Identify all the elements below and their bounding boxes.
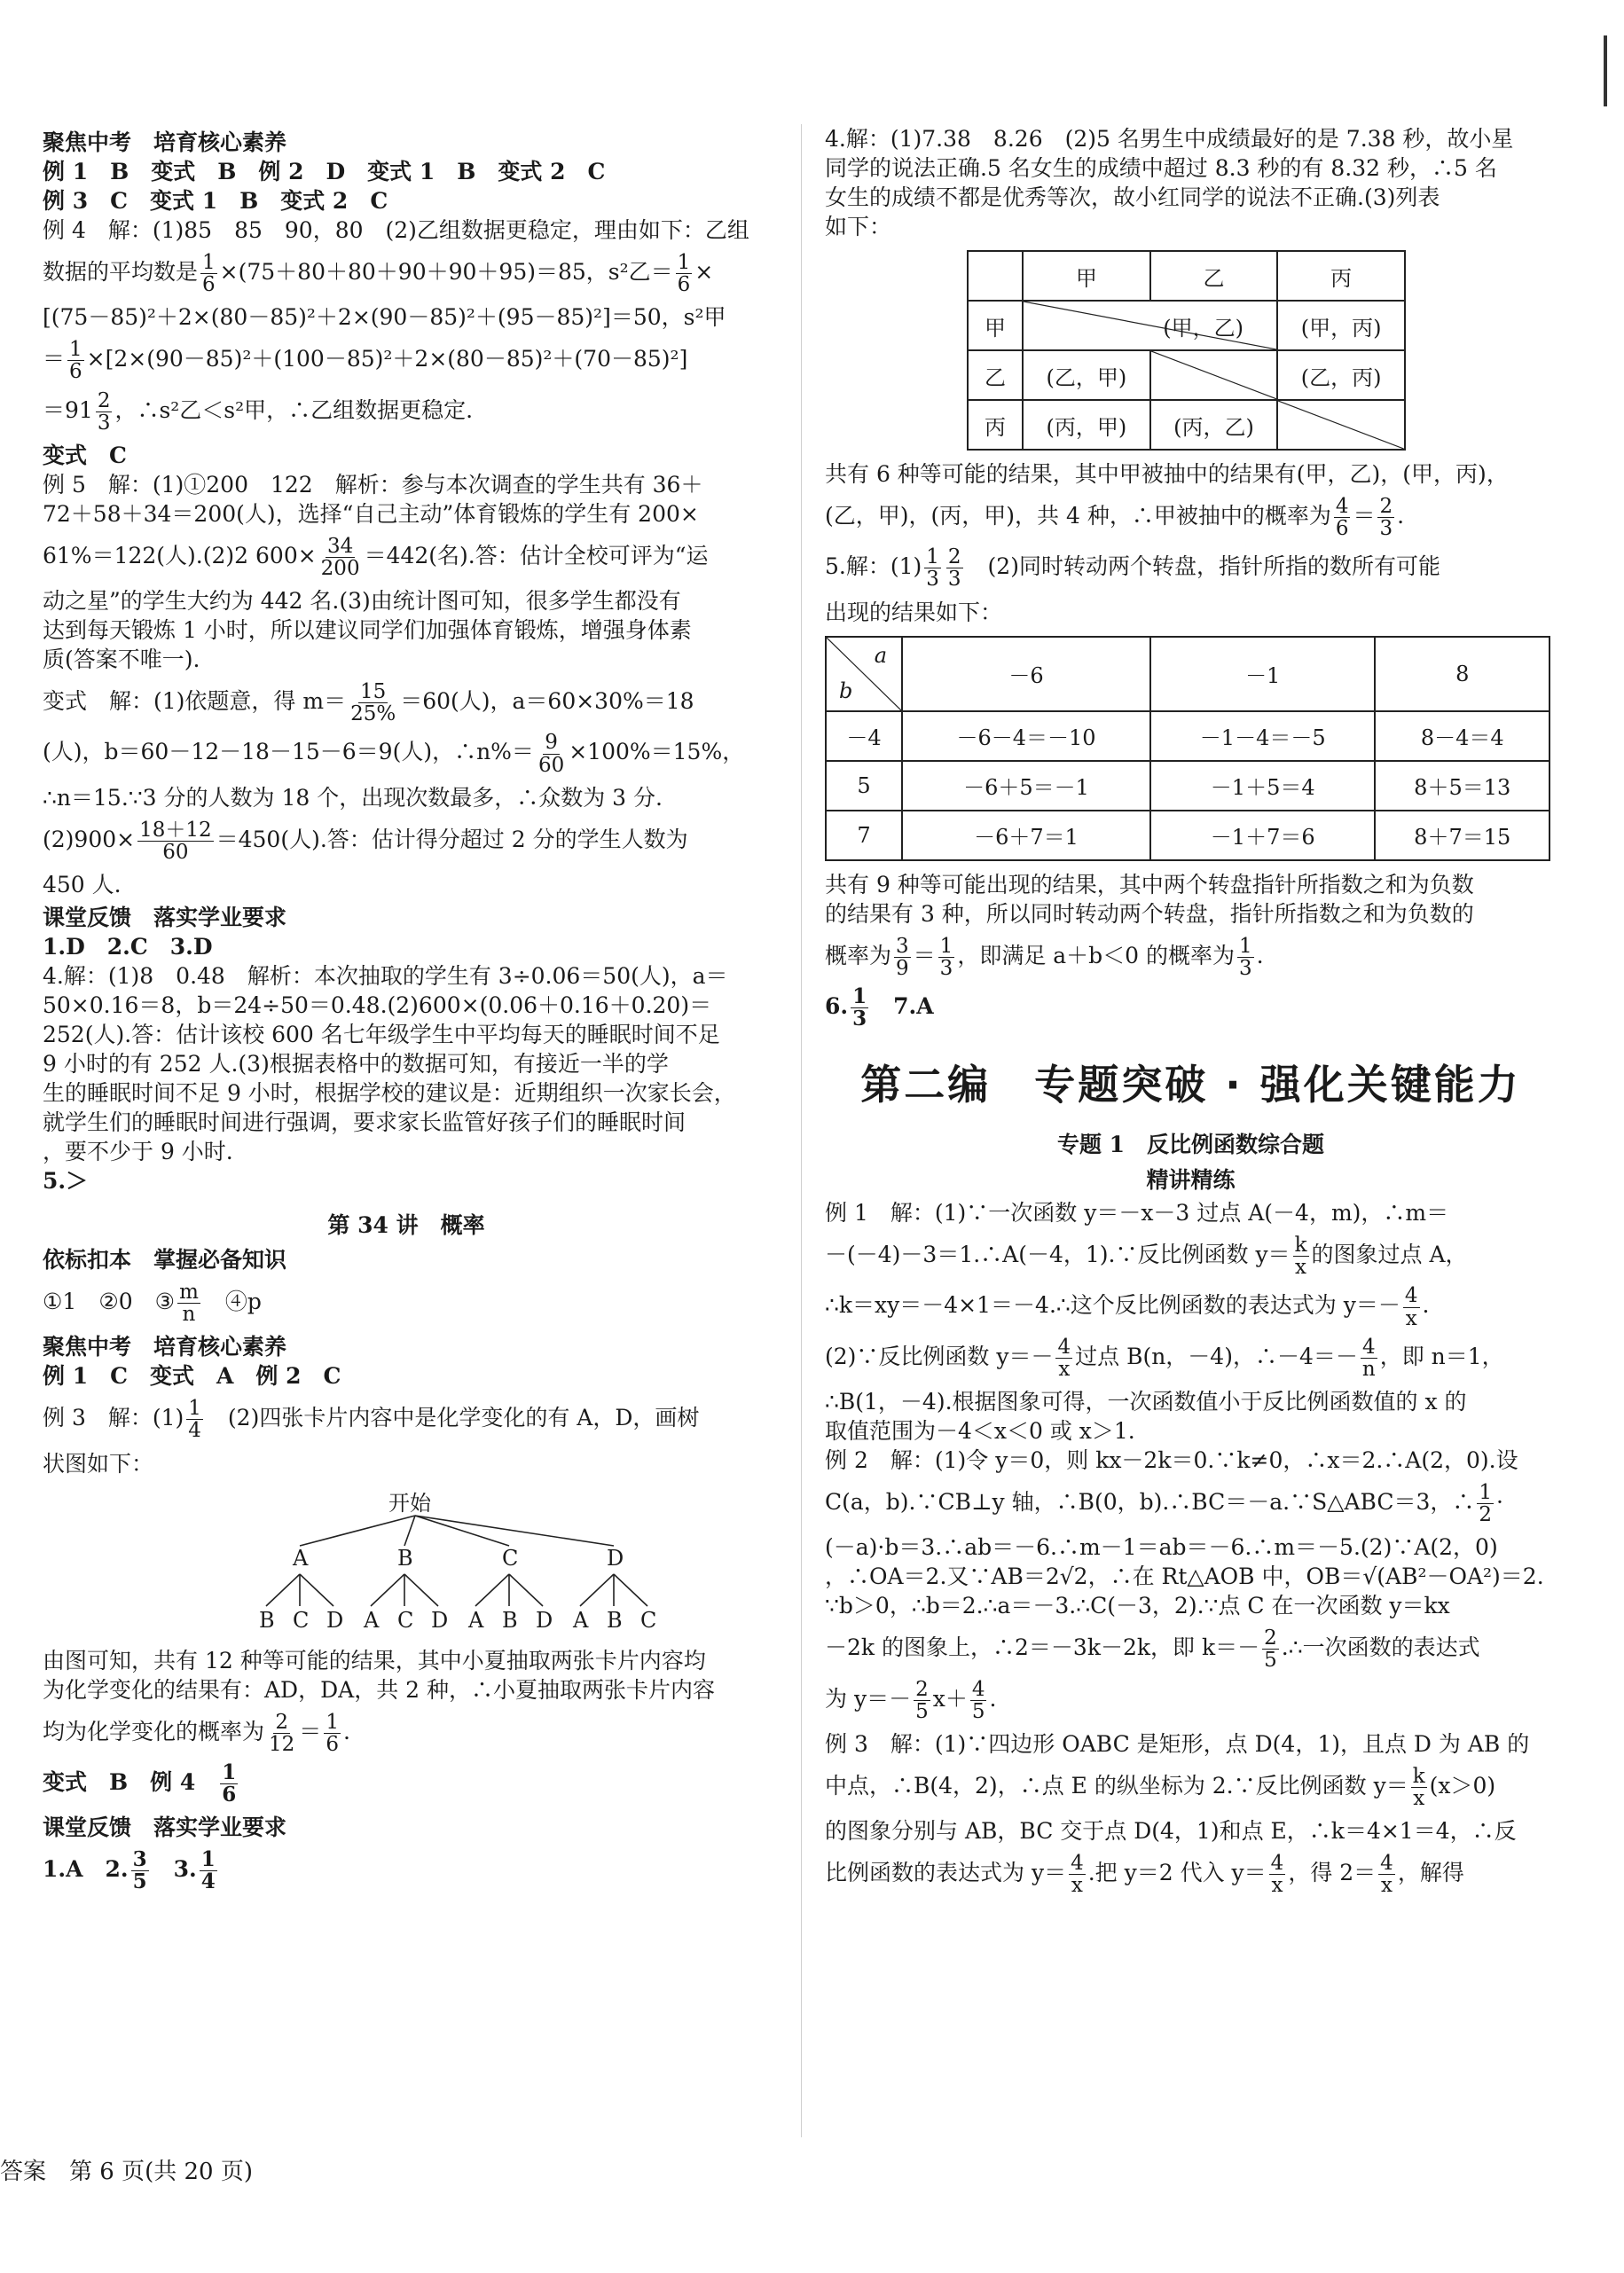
answer-line: －(－4)－3＝1.∴A(－4，1).∵反比例函数 y＝ $\frac{k}{x}$ 的图象过点 A， <box>825 1234 1468 1280</box>
fraction-denominator: 3 <box>852 1006 867 1031</box>
answer-line: 动之星”的学生大约为 442 名.(3)由统计图可知，很多学生都没有 <box>43 588 681 615</box>
tree-leaf: A <box>468 1607 484 1633</box>
answer-line: 50×0.16＝8，b＝24÷50＝0.48.(2)600×(0.06＋0.16＋0.20)＝ <box>43 991 712 1018</box>
answer-line: 例 1 B 变式 B 例 2 D 变式 1 B 变式 2 C <box>43 159 606 184</box>
fraction <box>1055 1336 1072 1380</box>
tree-leaf: B <box>259 1607 275 1633</box>
table-row-header: 乙 <box>968 350 1023 400</box>
table-cell: －6＋7＝1 <box>902 811 1150 860</box>
fraction-denominator: 3 <box>926 568 939 592</box>
fraction-numerator: 4 <box>1335 495 1349 518</box>
fraction-denominator: 6 <box>1335 517 1349 541</box>
tree-leaf: A <box>573 1607 589 1633</box>
fraction-numerator: 3 <box>896 934 909 958</box>
tree-branch <box>371 1574 404 1606</box>
fraction-numerator: 2 <box>1379 495 1393 518</box>
fraction-denominator: n <box>182 1303 196 1327</box>
answer-line: 为化学变化的结果有：AD，DA，共 2 种，∴小夏抽取两张卡片内容 <box>43 1676 715 1703</box>
fraction-numerator: 2 <box>947 545 961 569</box>
tree-leaf: D <box>536 1607 553 1633</box>
answer-line: 变式 C <box>43 442 127 468</box>
tree-leaf: C <box>397 1607 414 1633</box>
fraction-numerator: 4 <box>1270 1852 1284 1876</box>
fraction-denominator: 5 <box>971 1699 985 1723</box>
fraction-denominator: 3 <box>947 568 961 592</box>
fraction-numerator: 1 <box>200 1847 216 1872</box>
table-row-header: 5 <box>826 761 902 811</box>
answer-line: －2k 的图象上，∴2＝－3k－2k，即 k＝－ $\frac{2}{5}$ .∴一次函数的表达式 <box>825 1626 1480 1673</box>
fraction-numerator: 1 <box>326 1710 339 1734</box>
table-header: －1 <box>1150 637 1375 711</box>
table-cell: －1＋5＝4 <box>1150 761 1375 811</box>
answer-line: 概率为 $\frac{3}{9}$ ＝ $\frac{1}{3}$ ，即满足 a＋b＜0 的概率为 $\frac{1}{3}$ . <box>825 934 1264 980</box>
part-title: 第二编 专题突破 · 强化关键能力 <box>860 1061 1521 1109</box>
table-cell: (乙，甲) <box>1023 350 1150 400</box>
practice-title: 精讲精练 <box>1146 1167 1236 1194</box>
fraction <box>267 1712 296 1755</box>
fraction <box>1361 1336 1377 1380</box>
fraction <box>1378 1853 1395 1896</box>
answer-line: 为 y＝－ $\frac{2}{5}$ x＋ $\frac{4}{5}$ . <box>825 1677 997 1723</box>
topic-title: 专题 1 反比例函数综合题 <box>1056 1132 1325 1158</box>
fraction-denominator: 6 <box>326 1732 339 1756</box>
table-row-header: 7 <box>826 811 902 860</box>
answer-line: 5.解：(1) $\frac{1}{3}$ $\frac{2}{3}$ (2)同时转动两个转盘，指针所指的数所有可能 <box>825 545 1440 592</box>
fraction <box>537 732 566 775</box>
table-cell: 8＋5＝13 <box>1375 761 1549 811</box>
fraction-numerator: 4 <box>1361 1335 1376 1359</box>
answer-line: 共有 6 种等可能的结果，其中甲被抽中的结果有(甲，乙)，(甲，丙)， <box>825 461 1509 487</box>
fraction <box>220 1762 238 1806</box>
fraction <box>200 252 217 295</box>
tree-leaf: C <box>293 1607 310 1633</box>
tree-branch <box>614 1574 647 1606</box>
answer-line: 共有 9 种等可能出现的结果，其中两个转盘指针所指数之和为负数 <box>825 871 1474 897</box>
answer-line: 由图可知，共有 12 种等可能的结果，其中小夏抽取两张卡片内容均 <box>43 1647 706 1673</box>
tree-leaf: B <box>502 1607 518 1633</box>
fraction-denominator: 60 <box>537 753 565 777</box>
answer-line: 4.解：(1)7.38 8.26 (2)5 名男生中成绩最好的是 7.38 秒，故小星 <box>825 126 1514 152</box>
table-cell: (丙，甲) <box>1023 400 1150 450</box>
fraction-numerator: 4 <box>1071 1852 1084 1876</box>
fraction-numerator: k <box>1412 1764 1425 1788</box>
answer-line: 1.A 2. $\frac{3}{5}$ 3. $\frac{1}{4}$ <box>43 1847 216 1894</box>
fraction-denominator: 3 <box>97 411 111 435</box>
section-heading: 课堂反馈 落实学业要求 <box>43 1814 287 1841</box>
answer-line: ∵b＞0，∴b＝2.∴a＝－3.∴C(－3，2).∵点 C 在一次函数 y＝kx <box>825 1593 1450 1619</box>
fraction-numerator: 18＋12 <box>139 818 212 842</box>
fraction <box>1411 1766 1427 1809</box>
answer-line: 状图如下： <box>43 1450 154 1477</box>
answer-line: ＝91 $\frac{2}{3}$ ，∴s²乙＜s²甲，∴乙组数据更稳定. <box>43 388 474 435</box>
fraction <box>1403 1285 1420 1329</box>
answer-line: 数据的平均数是 $\frac{1}{6}$ ×(75＋80＋80＋90＋90＋95)＝85，s²乙＝ $\frac{1}{6}$ × <box>43 251 714 297</box>
answer-line: 例 4 解：(1)85 85 90，80 (2)乙组数据更稳定，理由如下：乙组 <box>43 217 749 243</box>
fraction <box>1237 936 1254 979</box>
tree-branch <box>580 1574 614 1606</box>
fraction-denominator: 3 <box>939 956 953 980</box>
tree-leaf: B <box>607 1607 623 1633</box>
outcome-table-1 <box>967 250 1406 451</box>
fraction <box>1269 1853 1286 1896</box>
answer-line: 9 小时的有 252 人.(3)根据表格中的数据可知，有接近一半的学 <box>43 1050 669 1077</box>
tree-branch <box>266 1574 300 1606</box>
table-header: 8 <box>1375 637 1549 711</box>
fraction-numerator: m <box>179 1280 199 1304</box>
fraction <box>938 936 955 979</box>
fraction-denominator: 3 <box>1239 956 1252 980</box>
fraction-denominator: x <box>1271 1874 1283 1898</box>
fraction <box>924 546 941 590</box>
fraction-numerator: 2 <box>1264 1626 1277 1650</box>
table-header: －6 <box>902 637 1150 711</box>
fraction-denominator: x <box>1071 1874 1083 1898</box>
tree-node: D <box>607 1545 624 1571</box>
table-header: 乙 <box>1150 251 1278 301</box>
fraction-denominator: x <box>1295 1256 1307 1280</box>
answer-line: 例 5 解：(1)①200 122 解析：参与本次调查的学生共有 36＋ <box>43 471 703 498</box>
tree-branch <box>300 1574 333 1606</box>
fraction-numerator: 1 <box>1239 934 1252 958</box>
fraction <box>1293 1234 1309 1278</box>
answer-line: 的图象分别与 AB，BC 交于点 D(4，1)和点 E，∴k＝4×1＝4，∴反 <box>825 1818 1517 1845</box>
fraction <box>970 1679 987 1722</box>
answer-line: 变式 解：(1)依题意，得 m＝ $\frac{15}{25\%}$ ＝60(人)，a＝60×30%＝18 <box>43 680 694 726</box>
fraction <box>67 339 84 382</box>
tree-leaf: A <box>364 1607 380 1633</box>
fraction-numerator: 2 <box>97 388 111 412</box>
answer-line: 的结果有 3 种，所以同时转动两个转盘，指针所指数之和为负数的 <box>825 900 1474 927</box>
answer-line: 例 1 C 变式 A 例 2 C <box>43 1363 341 1390</box>
answer-line: 450 人. <box>43 871 122 897</box>
table-corner <box>968 251 1023 301</box>
fraction-numerator: 1 <box>926 545 939 569</box>
diagonal-cell <box>1277 400 1405 450</box>
fraction-denominator: 12 <box>269 1732 295 1756</box>
table-row-header: －4 <box>826 711 902 761</box>
fraction-numerator: 4 <box>1057 1335 1071 1359</box>
corner-label-a: a <box>874 642 887 668</box>
answer-line: 出现的结果如下： <box>825 599 1003 625</box>
fraction-denominator: 4 <box>188 1419 201 1443</box>
answer-line: ∴k＝xy＝－4×1＝－4.∴这个反比例函数的表达式为 y＝－ $\frac{4}{x}$ . <box>825 1284 1430 1330</box>
answer-line: ，要不少于 9 小时. <box>43 1138 233 1164</box>
table-cell: (丙，乙) <box>1150 400 1278 450</box>
answer-line: 72＋58＋34＝200(人)，选择“自己主动”体育锻炼的学生有 200× <box>43 500 699 527</box>
fraction <box>1262 1627 1279 1671</box>
fraction-denominator: x <box>1413 1786 1425 1810</box>
fraction-denominator: 6 <box>69 360 82 384</box>
fraction-numerator: 3 <box>132 1847 147 1872</box>
section-heading: 聚焦中考 培育核心素养 <box>43 1334 287 1360</box>
fraction <box>96 390 113 434</box>
tree-node: B <box>397 1545 413 1571</box>
corner-label-b: b <box>839 678 853 703</box>
column-divider <box>801 124 802 2137</box>
table-cell: (甲，丙) <box>1277 301 1405 350</box>
tree-branch <box>404 1516 415 1546</box>
table-cell: (乙，丙) <box>1277 350 1405 400</box>
answer-line: ＝ $\frac{1}{6}$ ×[2×(90－85)²＋(100－85)²＋2×(80－85)²＋(70－85)²] <box>43 338 688 384</box>
right-column <box>825 124 1557 1903</box>
tree-branch <box>404 1574 438 1606</box>
fraction-denominator: 9 <box>896 956 909 980</box>
tree-node: A <box>293 1545 309 1571</box>
fraction-numerator: 4 <box>1380 1852 1393 1876</box>
fraction <box>946 546 963 590</box>
table-corner <box>826 637 902 711</box>
answer-line: 变式 B 例 4 $\frac{1}{6}$ <box>43 1760 237 1807</box>
fraction <box>349 681 397 725</box>
answer-line: 5.＞ <box>43 1167 89 1194</box>
answer-line: 女生的成绩不都是优秀等次，故小红同学的说法不正确.(3)列表 <box>825 184 1440 210</box>
fraction-numerator: 9 <box>545 731 558 755</box>
fraction-denominator: x <box>1381 1874 1393 1898</box>
answer-line: ①1 ②0 ③ $\frac{m}{n}$ ④p <box>43 1280 262 1327</box>
answer-line: (乙，甲)，(丙，甲)，共 4 种，∴甲被抽中的概率为 $\frac{4}{6}$ ＝ $\frac{2}{3}$ . <box>825 495 1405 541</box>
answer-line: 均为化学变化的概率为 $\frac{2}{12}$ ＝ $\frac{1}{6}$ . <box>43 1710 350 1756</box>
diagonal-cell <box>1150 350 1278 400</box>
fraction <box>131 1849 149 1893</box>
fraction-numerator: 1 <box>69 338 82 362</box>
tree-branch <box>415 1516 614 1546</box>
answer-line: ∴B(1，－4).根据图象可得，一次函数值小于反比例函数值的 x 的 <box>825 1388 1467 1415</box>
tree-leaf: D <box>326 1607 344 1633</box>
tree-branch <box>509 1574 543 1606</box>
fraction-numerator: 2 <box>915 1677 929 1701</box>
answer-line: 例 3 C 变式 1 B 变式 2 C <box>43 188 388 214</box>
fraction-denominator: 6 <box>677 273 691 297</box>
answer-line: 生的睡眠时间不足 9 小时，根据学校的建议是：近期组织一次家长会， <box>43 1079 736 1106</box>
fraction-denominator: 200 <box>320 556 360 580</box>
fraction-numerator: 1 <box>188 1397 201 1421</box>
answer-line: 4.解：(1)8 0.48 解析：本次抽取的学生有 3÷0.06＝50(人)，a＝ <box>43 962 728 989</box>
section-heading: 依标扣本 掌握必备知识 <box>43 1246 287 1273</box>
diagonal-cell <box>1023 301 1277 350</box>
tree-leaf: C <box>640 1607 657 1633</box>
fraction-denominator: x <box>1058 1357 1071 1381</box>
table-cell: (甲，乙) <box>1163 315 1244 341</box>
tree-branch <box>415 1516 509 1546</box>
answer-line: 就学生们的睡眠时间进行强调，要求家长监管好孩子们的睡眠时间 <box>43 1109 686 1135</box>
answer-line: 比例函数的表达式为 y＝ $\frac{4}{x}$ .把 y＝2 代入 y＝ $\frac{4}{x}$ ，得 2＝ $\frac{4}{x}$ ，解得 <box>825 1852 1464 1898</box>
table-header: 丙 <box>1277 251 1405 301</box>
answer-line: 例 3 解：(1) $\frac{1}{4}$ (2)四张卡片内容中是化学变化的有 A，D，画树 <box>43 1397 700 1443</box>
fraction-denominator: 3 <box>1379 517 1393 541</box>
table-cell: －6－4＝－10 <box>902 711 1150 761</box>
fraction <box>1477 1482 1494 1525</box>
answer-line: ，∴OA＝2.又∵AB＝2√2，∴在 Rt△AOB 中，OB＝√(AB²－OA²)＝2. <box>825 1564 1544 1590</box>
table-cell: －1－4＝－5 <box>1150 711 1375 761</box>
tree-branch <box>300 1516 415 1546</box>
fraction-numerator: 4 <box>971 1677 985 1701</box>
answer-line: 61%＝122(人).(2)2 600× $\frac{34}{200}$ ＝442(名).答：估计全校可评为“运 <box>43 534 709 580</box>
fraction-denominator: 6 <box>202 273 216 297</box>
fraction-denominator: 5 <box>132 1869 147 1894</box>
fraction-numerator: 34 <box>326 534 354 558</box>
fraction-denominator: n <box>1361 1357 1376 1381</box>
answer-line: 如下： <box>825 214 892 239</box>
fraction-denominator: 60 <box>162 840 189 864</box>
tree-node: C <box>502 1545 519 1571</box>
fraction-denominator: 5 <box>1264 1649 1277 1673</box>
table-row-header: 丙 <box>968 400 1023 450</box>
fraction <box>894 936 911 979</box>
fraction-numerator: 1 <box>677 251 691 274</box>
answer-line: (－a)·b＝3.∴ab＝－6.∴m－1＝ab＝－6.∴m＝－5.(2)∵A(2，0) <box>825 1534 1498 1561</box>
answer-line: (2)∵反比例函数 y＝－ $\frac{4}{x}$ 过点 B(n，－4)，∴－4＝－ $\frac{4}{n}$ ，即 n＝1， <box>825 1335 1504 1381</box>
fraction-numerator: 1 <box>1479 1480 1493 1504</box>
fraction <box>186 1398 203 1441</box>
answer-line: (人)，b＝60－12－18－15－6＝9(人)，∴n%＝ $\frac{9}{60}$ ×100%＝15%， <box>43 731 745 777</box>
fraction-numerator: 2 <box>275 1710 288 1734</box>
tree-branch <box>475 1574 509 1606</box>
answer-line: [(75－85)²＋2×(80－85)²＋2×(90－85)²＋(95－85)²]＝50，s²甲 <box>43 304 726 331</box>
fraction <box>1069 1853 1086 1896</box>
table-header: 甲 <box>1023 251 1150 301</box>
answer-line: 取值范围为－4＜x＜0 或 x＞1. <box>825 1417 1135 1444</box>
answer-line: 同学的说法正确.5 名女生的成绩中超过 8.3 秒的有 8.32 秒，∴5 名 <box>825 155 1497 181</box>
answer-line: 1.D 2.C 3.D <box>43 933 213 960</box>
fraction-numerator: 1 <box>939 934 953 958</box>
fraction <box>137 819 214 863</box>
page-edge-mark <box>1604 35 1607 106</box>
fraction-denominator: 4 <box>200 1869 216 1894</box>
fraction-numerator: 1 <box>222 1760 237 1784</box>
section-heading: 聚焦中考 培育核心素养 <box>43 129 287 155</box>
fraction-denominator: x <box>1405 1306 1417 1330</box>
answer-line: 例 1 解：(1)∵一次函数 y＝－x－3 过点 A(－4，m)，∴m＝ <box>825 1200 1449 1227</box>
fraction-denominator: 6 <box>222 1782 237 1807</box>
answer-line: ∴n＝15.∵3 分的人数为 18 个，出现次数最多，∴众数为 3 分. <box>43 784 663 811</box>
tree-diagram <box>167 1485 663 1641</box>
page-footer: 答案 第 6 页(共 20 页) <box>0 2159 253 2185</box>
fraction-numerator: 1 <box>852 984 867 1008</box>
fraction <box>324 1712 341 1755</box>
answer-line: 例 2 解：(1)令 y＝0，则 kx－2k＝0.∵k≠0，∴x＝2.∴A(2，0).设 <box>825 1446 1518 1473</box>
answer-line: 达到每天锻炼 1 小时，所以建议同学们加强体育锻炼，增强身体素 <box>43 617 692 644</box>
fraction-numerator: 1 <box>202 251 216 274</box>
fraction <box>319 536 362 579</box>
tree-leaf: D <box>431 1607 449 1633</box>
answer-line: 252(人).答：估计该校 600 名七年级学生中平均每天的睡眠时间不足 <box>43 1021 720 1047</box>
table-cell: 8＋7＝15 <box>1375 811 1549 860</box>
answer-line: 质(答案不唯一). <box>43 647 200 673</box>
fraction <box>851 986 868 1030</box>
table-cell: 8－4＝4 <box>1375 711 1549 761</box>
fraction-denominator: 2 <box>1479 1503 1493 1527</box>
answer-line: C(a，b).∵CB⊥y 轴，∴B(0，b).∴BC＝－a.∵S△ABC＝3，∴ $\frac{1}{2}$ · <box>825 1480 1503 1527</box>
fraction <box>676 252 693 295</box>
fraction-numerator: 4 <box>1404 1284 1418 1308</box>
answer-line: 6. $\frac{1}{3}$ 7.A <box>825 984 934 1031</box>
table-cell: －6＋5＝－1 <box>902 761 1150 811</box>
outcome-table-2 <box>825 636 1550 861</box>
lecture-title: 第 34 讲 概率 <box>327 1211 485 1238</box>
fraction <box>914 1679 930 1722</box>
answer-line: 例 3 解：(1)∵四边形 OABC 是矩形，点 D(4，1)，且点 D 为 AB 的 <box>825 1730 1530 1757</box>
fraction <box>177 1282 200 1325</box>
answer-line: (2)900× $\frac{18+12}{60}$ ＝450(人).答：估计得分超过 2 分的学生人数为 <box>43 818 688 864</box>
fraction-numerator: 15 <box>360 680 387 704</box>
fraction <box>1377 496 1394 539</box>
fraction-numerator: k <box>1294 1234 1307 1258</box>
fraction <box>200 1849 217 1893</box>
section-heading: 课堂反馈 落实学业要求 <box>43 904 287 930</box>
left-column <box>43 124 770 1900</box>
fraction-denominator: 5 <box>915 1699 929 1723</box>
fraction-denominator: 25% <box>350 702 396 726</box>
table-row-header: 甲 <box>968 301 1023 350</box>
table-cell: －1＋7＝6 <box>1150 811 1375 860</box>
fraction <box>1334 496 1351 539</box>
tree-root: 开始 <box>388 1490 431 1516</box>
answer-line: 中点，∴B(4，2)，∴点 E 的纵坐标为 2.∵反比例函数 y＝ $\frac{k}{x}$ (x＞0) <box>825 1764 1496 1810</box>
